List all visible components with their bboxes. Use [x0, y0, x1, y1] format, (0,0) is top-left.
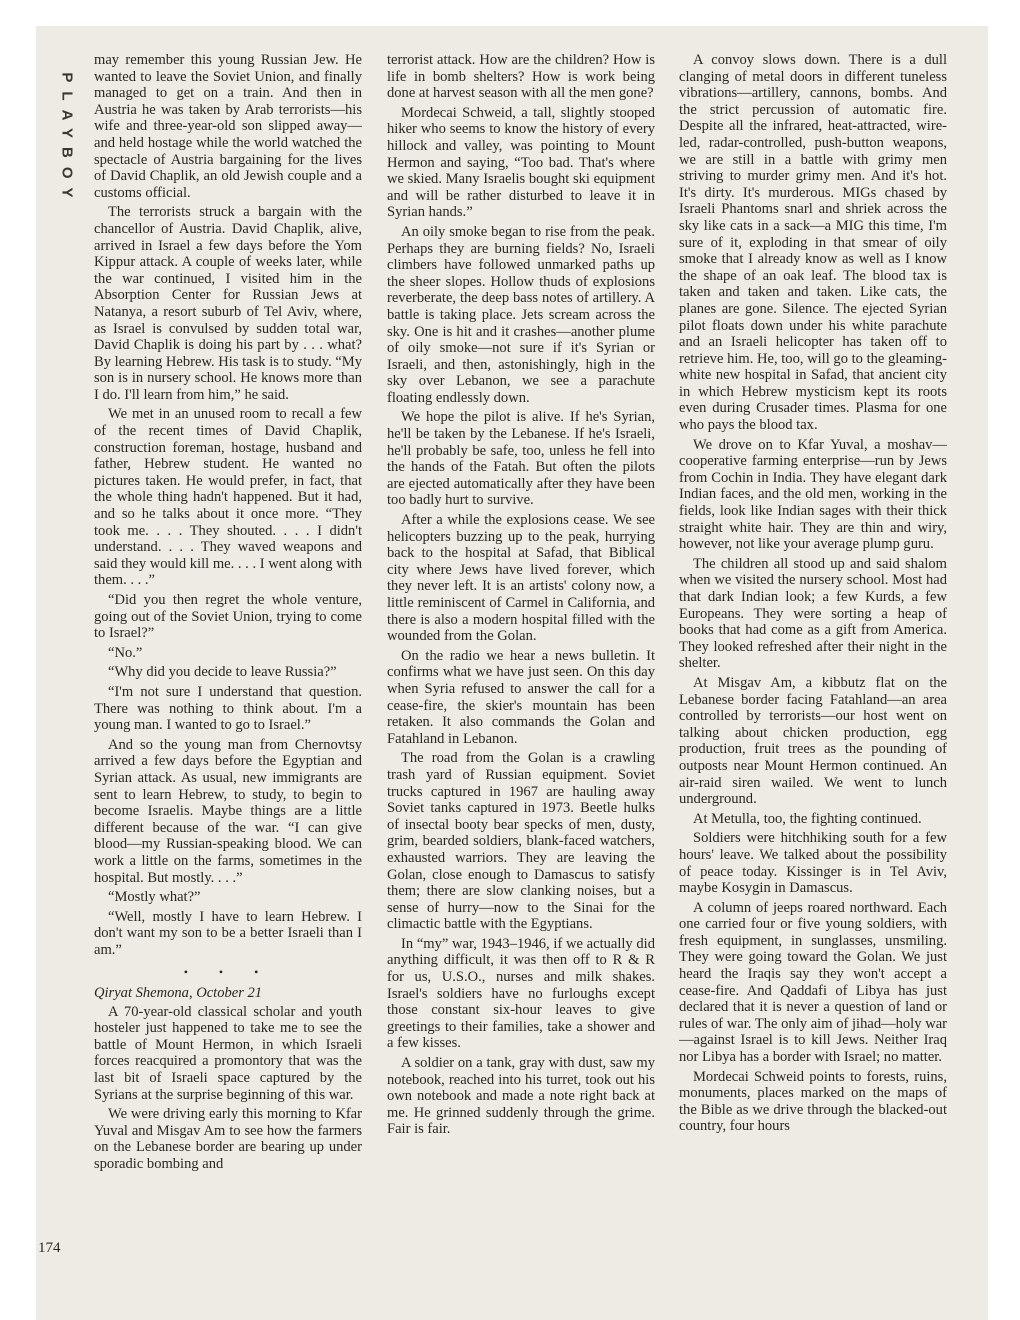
- article-paragraph: We hope the pilot is alive. If he's Syrian, he'll be taken by the Lebanese. If he's Israeli, he'll probably be safe, too, unless he fell into the hands of the Fatah. But often the pilots are ejected automatically after they have been too badly hurt to survive.: [387, 409, 655, 509]
- article-paragraph: On the radio we hear a news bulletin. It confirms what we have just seen. On this day when Syria refused to answer the call for a cease-fire, the skier's mountain has been retaken. It also commands the Golan and Fatahland in Lebanon.: [387, 647, 655, 747]
- dateline: Qiryat Shemona, October 21: [94, 985, 263, 1002]
- magazine-page: [36, 26, 988, 1320]
- article-paragraph: We drove on to Kfar Yuval, a moshav—cooperative farming enterprise—run by Jews from Cochin in India. They have elegant dark Indian faces, and the old men, working in the fields, look like Indian sages with their thick straight white hair. They are thin and wiry, however, not like your average plump guru.: [679, 436, 947, 553]
- article-paragraph: A convoy slows down. There is a dull clanging of metal doors in different tuneless vibrations—artillery, cannons, bombs. And the strict percussion of automatic fire. Despite all the infrared, heat-attracted, wire-led, radar-controlled, push-button weapons, we are still in a battle with grimy men striving to murder grimy men. And it's hot. It's dirty. It's murderous. MIGs chased by Israeli Phantoms snarl and shriek across the sky like cats in a sack—a MIG this time, I'm sure of it, exploding in that smear of oily smoke that I already know as well as I know the shape of an oak leaf. The blood tax is taken and taken and taken. Like cats, the planes are gone. Silence. The ejected Syrian pilot floats down under his white parachute and an Israeli helicopter has taken off to retrieve him. He, too, will go to the gleaming-white new hospital in Safad, that ancient city in which Hebrew mysticism kept its roots even during Crusader times. Plasma for one who pays the blood tax.: [679, 52, 947, 434]
- article-paragraph: terrorist attack. How are the children? How is life in bomb shelters? How is work being done at harvest season with all the men gone?: [387, 52, 655, 102]
- article-paragraph: In “my” war, 1943–1946, if we actually did anything difficult, it was then off to R & R for us, U.S.O., nurses and milk shakes. Israel's soldiers have no furloughs except those constant six-hour leaves to give greetings to their families, take a shower and a few kisses.: [387, 935, 655, 1052]
- article-paragraph: And so the young man from Chernovtsy arrived a few days before the Egyptian and Syrian attack. As usual, new immigrants are sent to learn Hebrew, to study, to begin to become Israelis. Maybe things are a little different because of the war. “I can give blood—my Russian-speaking blood. We can work a little on the farms, sometimes in the hospital. But mostly. . . .”: [94, 736, 362, 886]
- page-number: 174: [38, 1240, 61, 1256]
- article-paragraph: A column of jeeps roared northward. Each one carried four or five young soldiers, with fresh equipment, in sunglasses, unsmiling. They were going toward the Golan. We just heard the Iraqis say they won't accept a cease-fire. And Qaddafi of Libya has just declared that it is never a question of land or rules of war. The only aim of jihad—holy war—against Israel is to kill Jews. Neither Iraq nor Libya has a border with Israel; no matter.: [679, 899, 947, 1066]
- text-column-3: [679, 52, 947, 1262]
- article-paragraph: Soldiers were hitchhiking south for a few hours' leave. We talked about the possibility of peace today. Kissinger is in Tel Aviv, maybe Kosygin in Damascus.: [679, 830, 947, 897]
- article-paragraph: “Did you then regret the whole venture, going out of the Soviet Union, trying to come to Israel?”: [94, 592, 362, 642]
- article-paragraph: The road from the Golan is a crawling trash yard of Russian equipment. Soviet trucks captured in 1967 are hauling away Soviet tanks captured in 1973. Beetle hulks of insectal booty bear specks of men, dusty, grim, bearded soldiers, blank-faced watchers, exhausted warriors. They are leaving the Golan, close enough to Damascus to satisfy them; there are slow clanking noises, but a sense of hurry—now to the Sinai for the climactic battle with the Egyptians.: [387, 750, 655, 933]
- magazine-name: PLAYBOY: [58, 71, 76, 207]
- article-paragraph: We met in an unused room to recall a few of the recent times of David Chaplik, construction foreman, hostage, husband and father, Hebrew student. He wanted no pictures taken. He would prefer, in fact, that the whole thing hadn't happened. But it had, and so he talks about it once more. “They took me. . . . They shouted. . . . I didn't understand. . . . They waved weapons and said they would kill me. . . . I went along with them. . . .”: [94, 406, 362, 589]
- article-paragraph: A 70-year-old classical scholar and youth hosteler just happened to take me to see the battle of Mount Hermon, in which Israeli forces reacquired a promontory that was the last bit of Israeli space captured by the Syrians at the surprise beginning of this war.: [94, 1003, 362, 1103]
- article-paragraph: “Well, mostly I have to learn Hebrew. I don't want my son to be a better Israeli than I am.”: [94, 908, 362, 958]
- article-paragraph: may remember this young Russian Jew. He wanted to leave the Soviet Union, and finally managed to get on a train. And then in Austria he was taken by Arab terrorists—his wife and three-year-old son slipped away—and held hostage while the world watched the spectacle of Austria bargaining for the lives of David Chaplik, an old Jewish couple and a customs official.: [94, 52, 362, 201]
- article-paragraph: “I'm not sure I understand that question. There was nothing to think about. I'm a young man. I wanted to go to Israel.”: [94, 683, 362, 734]
- article-paragraph: Mordecai Schweid points to forests, ruins, monuments, places marked on the maps of the Bible as we drive through the blacked-out country, four hours: [679, 1068, 947, 1135]
- article-paragraph: The terrorists struck a bargain with the chancellor of Austria. David Chaplik, alive, arrived in Israel a few days before the Yom Kippur attack. A couple of weeks later, while the war continued, I visited him in the Absorption Center for Russian Jews at Natanya, a resort suburb of Tel Aviv, where, as Israel is convulsed by sudden total war, David Chaplik is doing his part by . . . what? By learning Hebrew. His task is to study. “My son is in nursery school. He knows more than I do. I'll learn from him,” he said.: [94, 204, 362, 403]
- article-paragraph: Mordecai Schweid, a tall, slightly stooped hiker who seems to know the history of every hillock and valley, was pointing to Mount Hermon and saying, “Too bad. That's where we skied. Many Israelis bought ski equipment and will be rather disturbed to leave it in Syrian hands.”: [387, 104, 655, 221]
- section-separator: • • •: [183, 965, 273, 980]
- article-paragraph: “No.”: [108, 644, 143, 661]
- article-paragraph: At Metulla, too, the fighting continued.: [693, 810, 922, 827]
- article-paragraph: The children all stood up and said shalom when we visited the nursery school. Most had that dark Indian look; a few Kurds, a few Europeans. They were sorting a heap of books that had come as a gift from America. They looked refreshed after their night in the shelter.: [679, 555, 947, 672]
- article-paragraph: After a while the explosions cease. We see helicopters buzzing up to the peak, hurrying back to the hospital at Safad, that Biblical city where Jews have lived forever, which they never left. It is an artists' colony now, a little reminiscent of Carmel in California, and there is also a modern hospital filled with the wounded from the Golan.: [387, 512, 655, 645]
- magazine-masthead: [56, 54, 78, 224]
- article-paragraph: We were driving early this morning to Kfar Yuval and Misgav Am to see how the farmers on the Lebanese border are bearing up under sporadic bombing and: [94, 1106, 362, 1172]
- article-paragraph: An oily smoke began to rise from the peak. Perhaps they are burning fields? No, Israeli climbers have followed unmarked paths up the sheer slopes. Hollow thuds of explosions reverberate, the deep bass notes of artillery. A battle is taking place. Jets scream across the sky. One is hit and it crashes—another plume of oily smoke—not sure if it's Syrian or Israeli, and then, astonishingly, high in the sky over Lebanon, we see a parachute floating endlessly down.: [387, 223, 655, 406]
- article-paragraph: At Misgav Am, a kibbutz flat on the Lebanese border facing Fatahland—an area controlled by terrorists—our host went on talking about chicken production, egg production, fruit trees as the pounding of outposts near Mount Hermon continued. An air-raid siren wailed. We went to lunch underground.: [679, 674, 947, 808]
- article-paragraph: “Why did you decide to leave Russia?”: [108, 664, 337, 681]
- text-column-2: [387, 52, 655, 1262]
- article-paragraph: A soldier on a tank, gray with dust, saw my notebook, reached into his turret, took out his own notebook and made a note right back at me. He grinned suddenly through the grime. Fair is fair.: [387, 1055, 655, 1138]
- text-column-1: [94, 52, 362, 1262]
- article-paragraph: “Mostly what?”: [108, 889, 201, 906]
